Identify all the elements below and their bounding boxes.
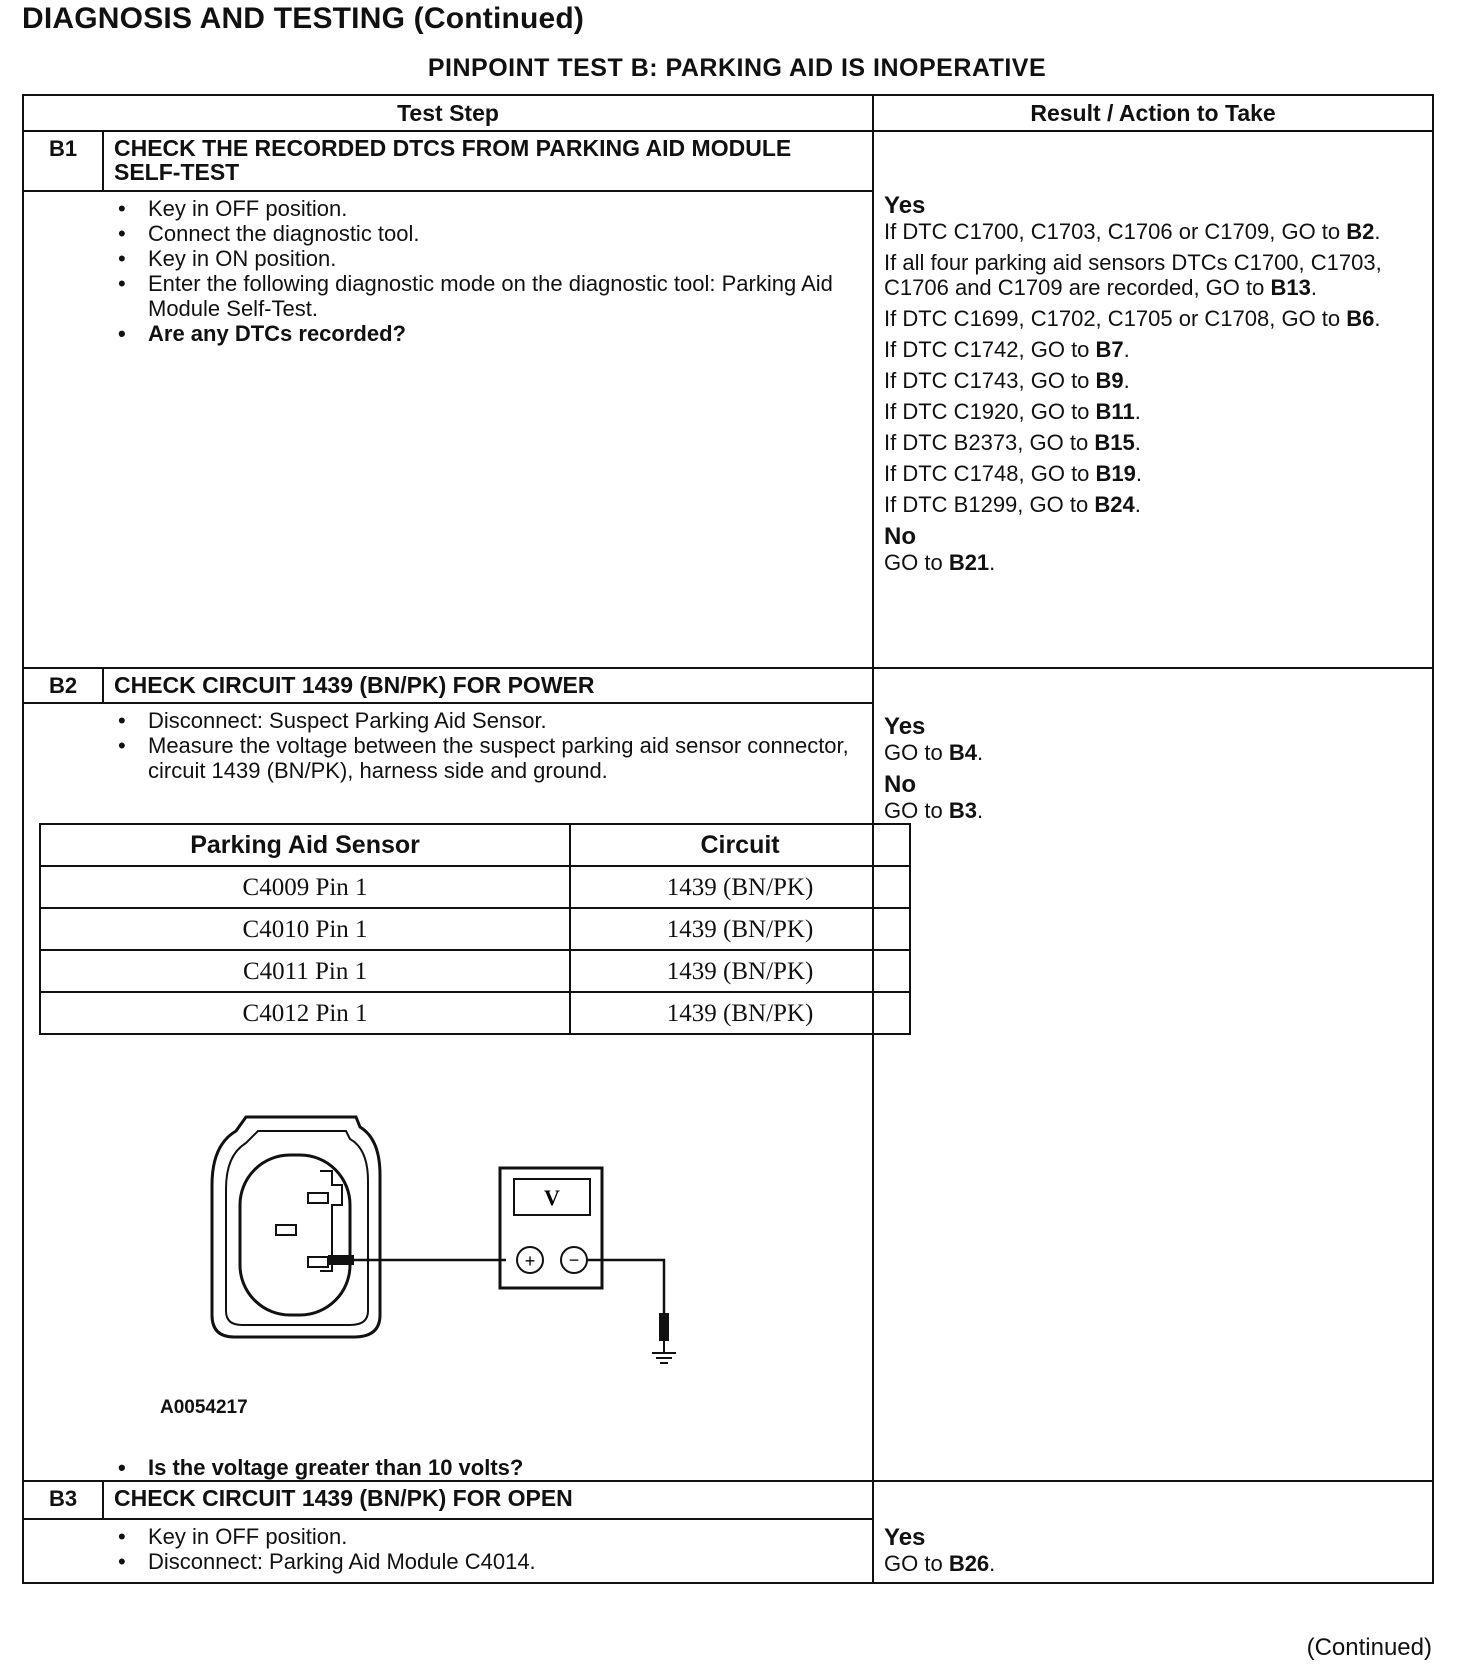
goto-step-link[interactable]: B6 xyxy=(1346,306,1375,331)
pin-1 xyxy=(308,1257,328,1267)
pin-3 xyxy=(308,1193,328,1203)
figure-id: A0054217 xyxy=(160,1397,248,1418)
table-cell: C4011 Pin 1 xyxy=(40,950,570,992)
no-label: No xyxy=(884,771,917,798)
voltmeter-diagram xyxy=(24,1035,872,1455)
result-line: If DTC C1700, C1703, C1706 or C1709, GO to B2. xyxy=(884,219,1381,244)
goto-step-link[interactable]: B19 xyxy=(1095,461,1136,486)
yes-label: Yes xyxy=(884,713,926,740)
goto-step-link[interactable]: B24 xyxy=(1094,492,1135,517)
pin-table-header: Parking Aid Sensor xyxy=(40,824,570,866)
table-row xyxy=(40,992,910,1034)
step-title: CHECK CIRCUIT 1439 (BN/PK) FOR POWER xyxy=(103,668,873,703)
table-cell: C4012 Pin 1 xyxy=(40,992,570,1034)
step-b1-body xyxy=(23,191,873,668)
goto-step-link[interactable]: B3 xyxy=(948,798,977,823)
goto-step-link[interactable]: B4 xyxy=(948,740,977,765)
bullet-item: • Measure the voltage between the suspect parking aid sensor connector, circuit 1439 (BN/PK), harness side and ground. xyxy=(118,733,872,783)
step-title: CHECK CIRCUIT 1439 (BN/PK) FOR OPEN xyxy=(103,1481,873,1519)
step-bullets xyxy=(24,196,872,346)
svg-text:+: + xyxy=(524,1251,536,1271)
yes-label: Yes xyxy=(884,1524,926,1551)
table-header-row xyxy=(23,95,1433,131)
table-cell: 1439 (BN/PK) xyxy=(570,908,910,950)
table-row xyxy=(40,908,910,950)
step-id: B2 xyxy=(23,668,103,703)
result-line: If DTC C1699, C1702, C1705 or C1708, GO to B6. xyxy=(884,306,1381,331)
result-line: If DTC B2373, GO to B15. xyxy=(884,430,1141,455)
test-step-header: Test Step xyxy=(23,95,873,131)
goto-step-link[interactable]: B26 xyxy=(948,1551,990,1576)
table-cell: C4010 Pin 1 xyxy=(40,908,570,950)
table-row xyxy=(40,866,910,908)
step-b3-results xyxy=(873,1481,1433,1583)
step-b3-body xyxy=(23,1519,873,1583)
negative-probe xyxy=(659,1313,669,1341)
result-line: If all four parking aid sensors DTCs C1700, C1703, C1706 and C1709 are recorded, GO to B13. xyxy=(884,250,1382,300)
result-line: If DTC B1299, GO to B24. xyxy=(884,492,1141,517)
result-line: GO to B4. xyxy=(884,740,984,765)
bullet-item: • Key in OFF position. xyxy=(118,1524,872,1549)
step-b2-title-row xyxy=(23,668,1433,703)
goto-step-link[interactable]: B11 xyxy=(1095,399,1135,424)
yes-label: Yes xyxy=(884,192,926,219)
svg-text:−: − xyxy=(568,1250,580,1270)
step-b1-results xyxy=(873,131,1433,668)
bullet-item: • Disconnect: Parking Aid Module C4014. xyxy=(118,1549,872,1574)
result-line: If DTC C1920, GO to B11. xyxy=(884,399,1141,424)
step-b1-title-row xyxy=(23,131,1433,191)
pinpoint-test-table xyxy=(22,94,1434,1584)
result-line: GO to B21. xyxy=(884,550,996,575)
goto-step-link[interactable]: B2 xyxy=(1346,219,1375,244)
step-bullets xyxy=(24,708,872,783)
step-id: B3 xyxy=(23,1481,103,1519)
goto-step-link[interactable]: B13 xyxy=(1270,275,1311,300)
step-b3-title-row xyxy=(23,1481,1433,1519)
goto-step-link[interactable]: B21 xyxy=(948,550,990,575)
result-header: Result / Action to Take xyxy=(873,95,1433,131)
step-b2-body xyxy=(23,703,873,1481)
step-title: CHECK THE RECORDED DTCS FROM PARKING AID MODULE SELF-TEST xyxy=(103,131,873,191)
positive-probe xyxy=(328,1255,354,1265)
connector-pin-table xyxy=(39,823,911,1035)
step-b2-results xyxy=(873,668,1433,1481)
bullet-item: • Enter the following diagnostic mode on the diagnostic tool: Parking Aid Module Self-Test. xyxy=(118,271,872,321)
pin-table-header: Circuit xyxy=(570,824,910,866)
result-line: GO to B3. xyxy=(884,798,984,823)
no-label: No xyxy=(884,523,917,550)
continued-note: (Continued) xyxy=(1306,1634,1432,1661)
goto-step-link[interactable]: B9 xyxy=(1095,368,1124,393)
page-title: DIAGNOSIS AND TESTING (Continued) xyxy=(22,2,585,35)
voltmeter-label: V xyxy=(544,1185,560,1210)
table-cell: 1439 (BN/PK) xyxy=(570,866,910,908)
step-id: B1 xyxy=(23,131,103,191)
bullet-question: • Is the voltage greater than 10 volts? xyxy=(118,1455,872,1480)
diagram-illustration xyxy=(24,1035,724,1395)
result-line: If DTC C1748, GO to B19. xyxy=(884,461,1143,486)
step-bullets xyxy=(24,1455,872,1480)
result-line: GO to B26. xyxy=(884,1551,996,1576)
step-bullets xyxy=(24,1524,872,1574)
bullet-item: • Connect the diagnostic tool. xyxy=(118,221,872,246)
pin-2 xyxy=(276,1225,296,1235)
table-cell: 1439 (BN/PK) xyxy=(570,950,910,992)
table-row xyxy=(40,950,910,992)
table-cell: 1439 (BN/PK) xyxy=(570,992,910,1034)
result-line: If DTC C1742, GO to B7. xyxy=(884,337,1130,362)
goto-step-link[interactable]: B7 xyxy=(1095,337,1124,362)
result-line: If DTC C1743, GO to B9. xyxy=(884,368,1130,393)
bullet-item: • Key in ON position. xyxy=(118,246,872,271)
bullet-item: • Disconnect: Suspect Parking Aid Sensor. xyxy=(118,708,872,733)
table-cell: C4009 Pin 1 xyxy=(40,866,570,908)
pinpoint-test-title: PINPOINT TEST B: PARKING AID IS INOPERATIVE xyxy=(427,54,1047,82)
bullet-item: • Key in OFF position. xyxy=(118,196,872,221)
bullet-question: • Are any DTCs recorded? xyxy=(118,321,872,346)
goto-step-link[interactable]: B15 xyxy=(1094,430,1135,455)
